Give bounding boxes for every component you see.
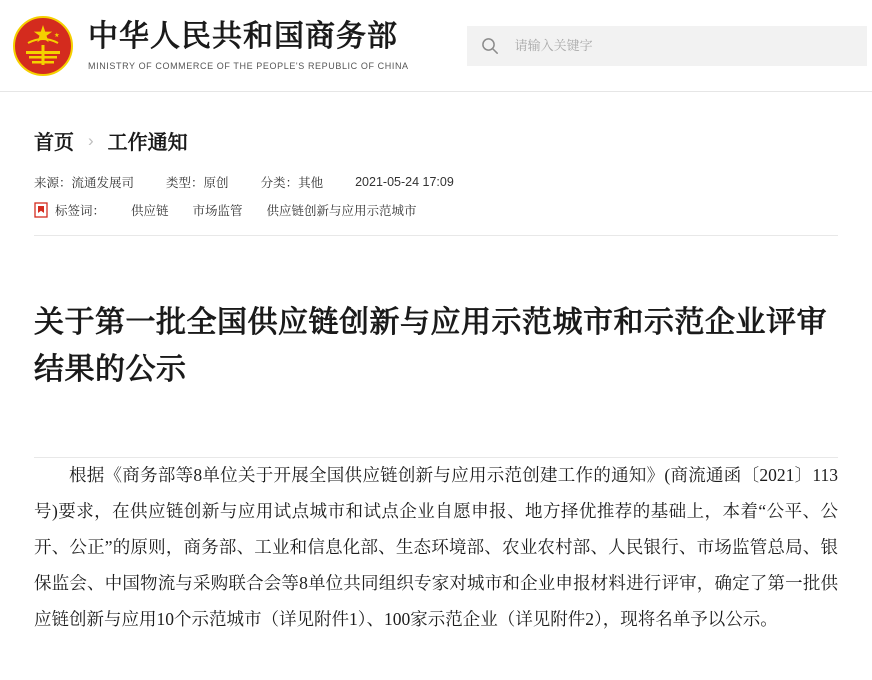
tag-item-0[interactable]: 供应链 — [131, 204, 169, 218]
article-tags — [34, 201, 838, 235]
national-emblem-icon — [12, 15, 74, 77]
site-brand — [88, 20, 409, 71]
brand-title-en: MINISTRY OF COMMERCE OF THE PEOPLE'S REPUBLIC OF CHINA — [88, 60, 409, 71]
search-box[interactable] — [467, 26, 867, 66]
meta-category-label: 分类： — [260, 176, 299, 190]
search-icon — [481, 37, 499, 55]
tag-item-1[interactable]: 市场监管 — [192, 204, 243, 218]
meta-type — [166, 173, 229, 191]
tags-label: 标签词： — [55, 204, 106, 218]
meta-category-value: 其他 — [298, 176, 324, 190]
meta-type-value: 原创 — [203, 176, 229, 190]
breadcrumb — [34, 92, 838, 173]
meta-source — [34, 173, 134, 191]
tag-icon — [34, 202, 48, 218]
meta-type-label: 类型： — [166, 176, 204, 190]
brand-title-cn: 中华人民共和国商务部 — [88, 20, 398, 54]
chevron-right-icon: › — [88, 130, 94, 150]
tag-item-2[interactable]: 供应链创新与应用示范城市 — [266, 204, 417, 218]
breadcrumb-home[interactable]: 首页 — [34, 132, 74, 154]
breadcrumb-current: 工作通知 — [107, 132, 188, 154]
site-header — [0, 0, 872, 92]
meta-source-value: 流通发展司 — [71, 176, 135, 190]
meta-source-label: 来源： — [34, 176, 72, 190]
meta-datetime: 2021-05-24 17:09 — [355, 175, 454, 189]
page-title: 关于第一批全国供应链创新与应用示范城市和示范企业评审结果的公示 — [34, 306, 827, 386]
meta-divider — [34, 235, 838, 236]
article-paragraph: 根据《商务部等8单位关于开展全国供应链创新与应用示范创建工作的通知》(商流通函〔2021〕113号)要求，在供应链创新与应用试点城市和试点企业自愿申报、地方择优推荐的基础上，本着“公平、公开、公正”的原则，商务部、工业和信息化部、生态环境部、农业农村部、人民银行、市场监管总局、银保监会、中国物流与采购联合会等8单位共同组织专家对城市和企业申报材料进行评审，确定了第一批供应链创新与应用10个示范城市（详见附件1）、100家示范企业（详见附件2），现将名单予以公示。 — [34, 465, 838, 629]
meta-category — [261, 173, 324, 191]
article-body — [34, 458, 838, 657]
search-input[interactable] — [513, 37, 853, 54]
content-area — [0, 92, 872, 658]
article-meta — [34, 173, 838, 201]
